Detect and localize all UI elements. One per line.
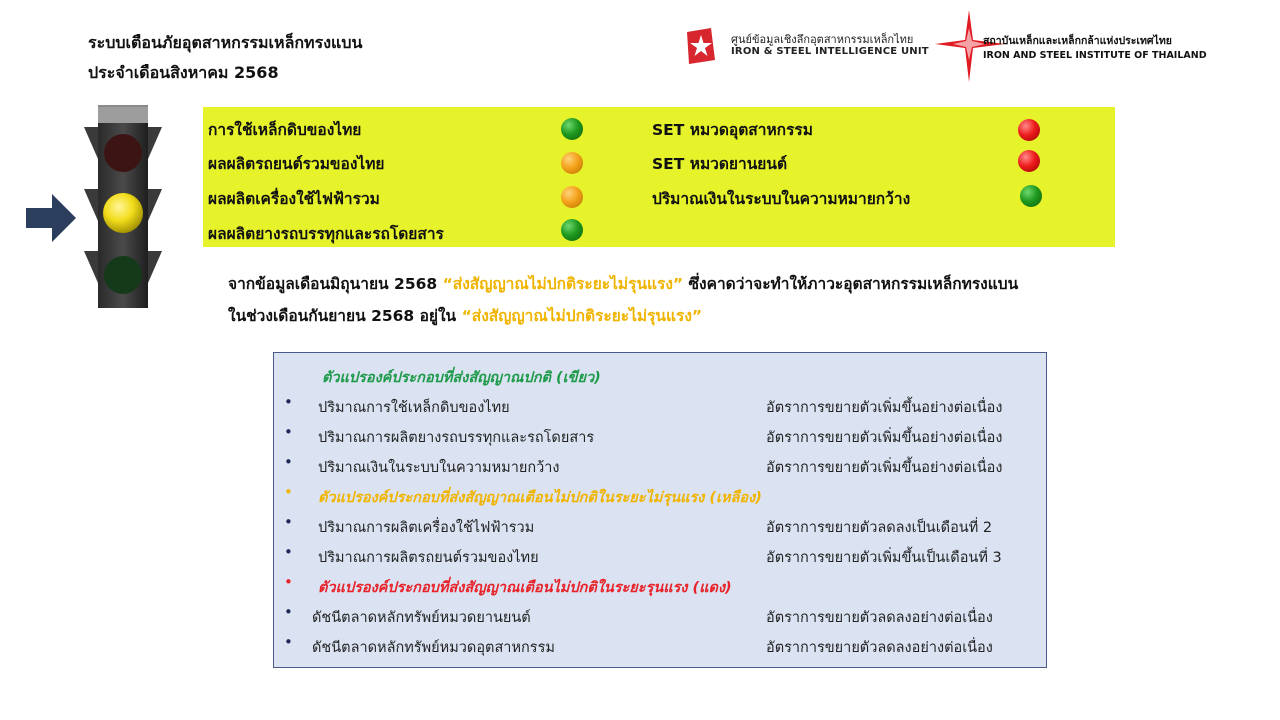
bullet-icon: • <box>284 603 293 621</box>
bullet-icon: • <box>284 453 293 471</box>
indicator-label: การใช้เหล็กดิบของไทย <box>208 121 362 139</box>
indicator-label: ผลผลิตเครื่องใช้ไฟฟ้ารวม <box>208 190 380 208</box>
traffic-light-icon <box>84 105 162 308</box>
red-group-heading: ตัวแปรองค์ประกอบที่ส่งสัญญาณเตือนไม่ปกติในระยะรุนแรง (แดง) <box>318 580 732 596</box>
detail-box <box>273 352 1047 668</box>
summary-text <box>228 268 1018 332</box>
variable-rate: อัตราการขยายตัวเพิ่มขึ้นอย่างต่อเนื่อง <box>766 460 1003 476</box>
status-green-icon <box>561 118 583 140</box>
variable-name: ปริมาณการใช้เหล็กดิบของไทย <box>318 400 510 416</box>
variable-rate: อัตราการขยายตัวเพิ่มขึ้นเป็นเดือนที่ 3 <box>766 550 1002 566</box>
arrow-right-icon <box>26 192 78 244</box>
status-red-icon <box>1018 150 1040 172</box>
list-item <box>274 453 1046 483</box>
green-group-heading: ตัวแปรองค์ประกอบที่ส่งสัญญาณปกติ (เขียว) <box>322 370 601 386</box>
summary-highlight: “ส่งสัญญาณไม่ปกติระยะไม่รุนแรง” <box>442 275 684 293</box>
list-item <box>274 423 1046 453</box>
bullet-icon: • <box>284 633 293 651</box>
bullet-icon: • <box>284 423 293 441</box>
variable-rate: อัตราการขยายตัวลดลงอย่างต่อเนื่อง <box>766 640 993 656</box>
variable-name: ปริมาณการผลิตรถยนต์รวมของไทย <box>318 550 539 566</box>
indicator-panel <box>203 107 1115 247</box>
variable-rate: อัตราการขยายตัวลดลงอย่างต่อเนื่อง <box>766 610 993 626</box>
list-item <box>274 603 1046 633</box>
isit-thai-name: สถาบันเหล็กและเหล็กกล้าแห่งประเทศไทย <box>983 35 1172 47</box>
status-orange-icon <box>561 152 583 174</box>
group-heading <box>274 363 1046 393</box>
status-orange-icon <box>561 186 583 208</box>
variable-name: ปริมาณเงินในระบบในความหมายกว้าง <box>318 460 560 476</box>
status-green-icon <box>561 219 583 241</box>
summary-highlight: “ส่งสัญญาณไม่ปกติระยะไม่รุนแรง” <box>461 307 703 325</box>
variable-name: ดัชนีตลาดหลักทรัพย์หมวดยานยนต์ <box>312 610 531 626</box>
list-item <box>274 543 1046 573</box>
group-heading <box>274 483 1046 513</box>
variable-rate: อัตราการขยายตัวเพิ่มขึ้นอย่างต่อเนื่อง <box>766 430 1003 446</box>
bullet-icon: • <box>284 513 293 531</box>
variable-name: ดัชนีตลาดหลักทรัพย์หมวดอุตสาหกรรม <box>312 640 555 656</box>
isit-english-name: IRON AND STEEL INSTITUTE OF THAILAND <box>983 50 1207 61</box>
page-title <box>88 28 362 88</box>
variable-rate: อัตราการขยายตัวเพิ่มขึ้นอย่างต่อเนื่อง <box>766 400 1003 416</box>
bullet-icon: • <box>284 483 293 501</box>
bullet-icon: • <box>284 573 293 591</box>
status-green-icon <box>1020 185 1042 207</box>
variable-name: ปริมาณการผลิตเครื่องใช้ไฟฟ้ารวม <box>318 520 535 536</box>
isu-logo <box>683 24 929 68</box>
list-item <box>274 633 1046 663</box>
title-line-1: ระบบเตือนภัยอุตสาหกรรมเหล็กทรงแบน <box>88 33 363 52</box>
group-heading <box>274 573 1046 603</box>
list-item <box>274 513 1046 543</box>
status-red-icon <box>1018 119 1040 141</box>
indicator-label: SET หมวดยานยนต์ <box>652 155 788 173</box>
bullet-icon: • <box>284 393 293 411</box>
isu-thai-name: ศูนย์ข้อมูลเชิงลึกอุตสาหกรรมเหล็กไทย <box>731 33 914 46</box>
isu-english-name: IRON & STEEL INTELLIGENCE UNIT <box>731 46 929 57</box>
indicator-label: ผลผลิตรถยนต์รวมของไทย <box>208 155 385 173</box>
indicator-label: ปริมาณเงินในระบบในความหมายกว้าง <box>652 190 911 208</box>
summary-text-part: ซึ่งคาดว่าจะทำให้ภาวะอุตสาหกรรมเหล็กทรงแบน <box>683 275 1019 293</box>
isit-logo <box>935 10 1205 82</box>
summary-text-part: ในช่วงเดือนกันยายน 2568 อยู่ใน <box>228 307 462 325</box>
yellow-group-heading: ตัวแปรองค์ประกอบที่ส่งสัญญาณเตือนไม่ปกติในระยะไม่รุนแรง (เหลือง) <box>318 490 762 506</box>
list-item <box>274 393 1046 423</box>
summary-text-part: จากข้อมูลเดือนมิถุนายน 2568 <box>228 275 443 293</box>
isu-star-icon <box>683 26 719 66</box>
title-line-2: ประจำเดือนสิงหาคม 2568 <box>88 63 279 82</box>
indicator-label: ผลผลิตยางรถบรรทุกและรถโดยสาร <box>208 225 444 243</box>
bullet-icon: • <box>284 543 293 561</box>
indicator-label: SET หมวดอุตสาหกรรม <box>652 121 813 139</box>
variable-name: ปริมาณการผลิตยางรถบรรทุกและรถโดยสาร <box>318 430 595 446</box>
variable-rate: อัตราการขยายตัวลดลงเป็นเดือนที่ 2 <box>766 520 993 536</box>
